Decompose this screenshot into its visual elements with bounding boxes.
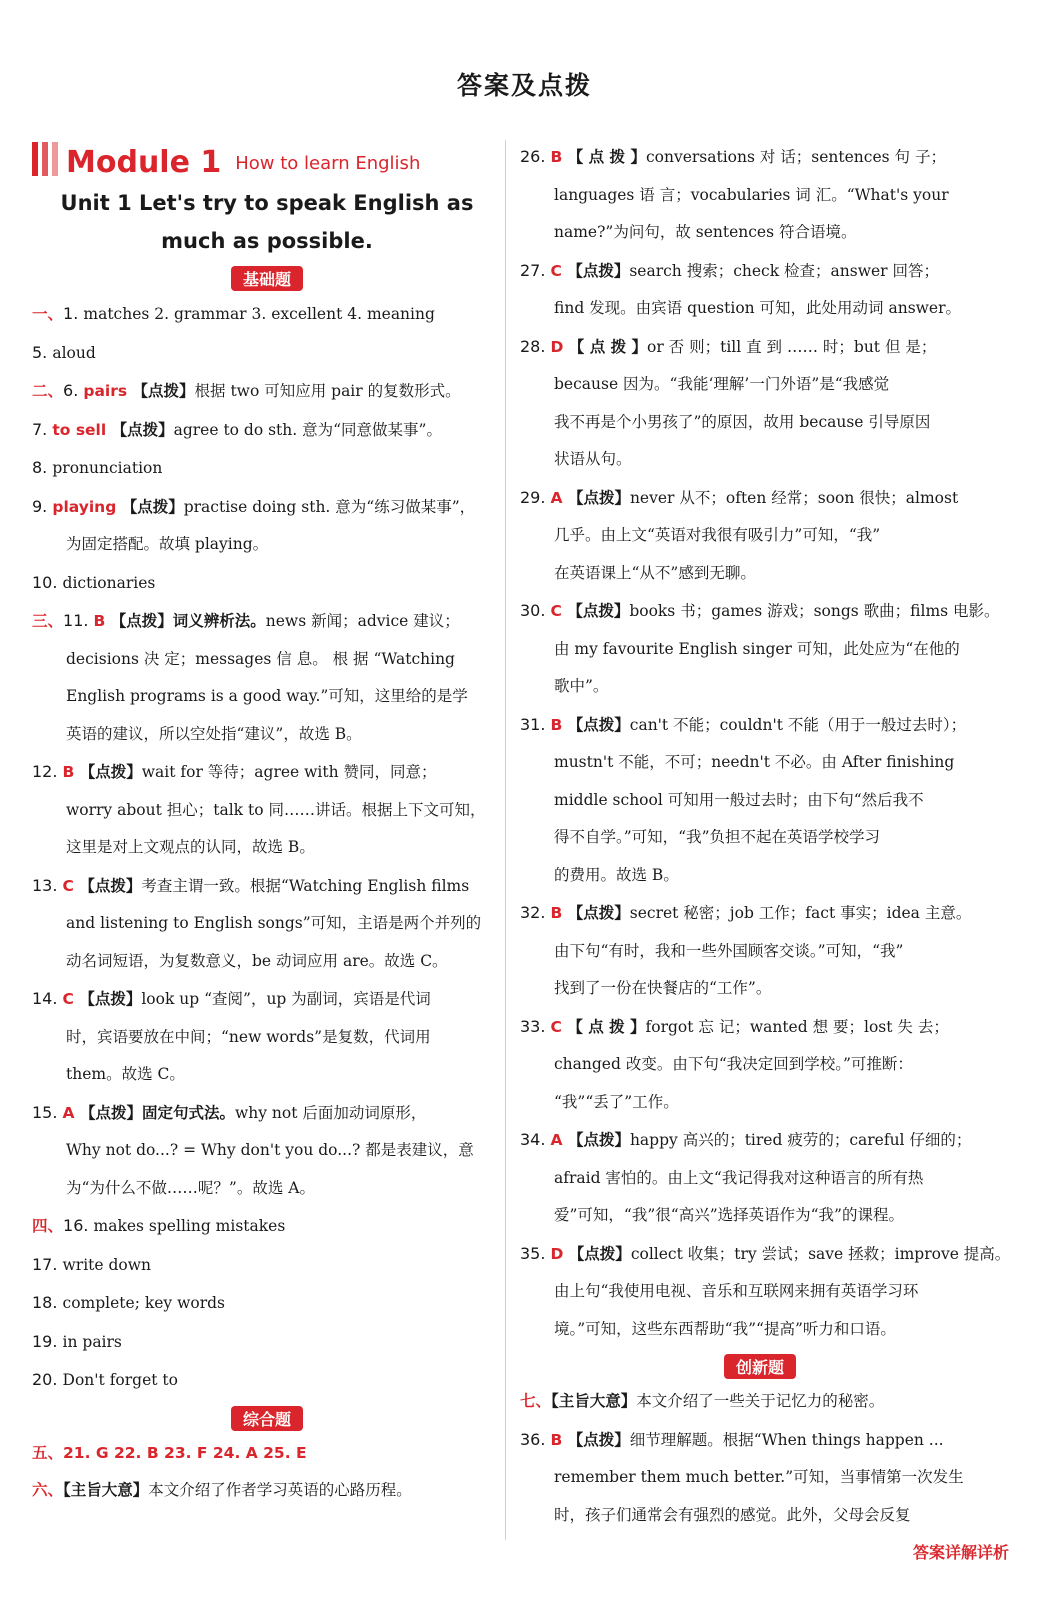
answer-line <box>520 479 1000 518</box>
answer-line <box>520 138 1000 177</box>
answer-line <box>32 867 502 906</box>
answer-line <box>32 678 502 716</box>
answer-line <box>520 1046 1000 1084</box>
footer-label: 答案详解详析 <box>912 1543 1009 1562</box>
item-number: 31. <box>520 714 551 734</box>
answer-line <box>32 372 502 411</box>
note-tag: 【 点 拨 】 <box>567 1017 646 1036</box>
line-text: 的费用。故选 B。 <box>554 865 679 884</box>
note-tag: 【主旨大意】 <box>63 1481 149 1499</box>
line-text: agree to do sth. 意为“同意做某事”。 <box>173 420 442 439</box>
line-text: or 否 则；till 直 到 …… 时；but 但 是； <box>647 337 937 356</box>
line-text: middle school 可知用一般过去时；由下句“然后我不 <box>554 790 924 809</box>
answer-line <box>32 1207 502 1246</box>
right-column <box>520 138 1011 1534</box>
answer-key: A <box>550 488 568 507</box>
answer-key: B <box>550 1430 568 1449</box>
answer-line <box>32 1132 502 1170</box>
item-number: 1. <box>63 304 84 323</box>
line-text: remember them much better.”可知，当事情第一次发生 <box>554 1468 964 1486</box>
line-text: 找到了一份在快餐店的“工作”。 <box>554 979 772 997</box>
answer-line <box>520 857 1000 895</box>
line-text: 细节理解题。根据“When things happen ... <box>629 1430 944 1449</box>
item-number: 11. <box>63 611 94 630</box>
answer-key: playing <box>52 497 122 516</box>
answer-line <box>32 1323 502 1362</box>
section-badge-basic: 基础题 <box>32 266 502 291</box>
line-text: changed 改变。由下句“我决定回到学校。”可推断： <box>554 1055 913 1073</box>
answer-line <box>520 1121 1000 1160</box>
item-number: 19. <box>32 1331 63 1351</box>
answer-line <box>520 404 1000 442</box>
line-text: worry about 担心；talk to 同……讲话。根据上下文可知， <box>66 800 486 819</box>
item-number: 6. <box>63 381 84 400</box>
answer-line <box>32 905 502 943</box>
answer-key: C <box>550 1017 568 1036</box>
note-tag: 【点拨】 <box>567 602 630 620</box>
answer-key: D <box>550 337 569 356</box>
answer-key: to sell <box>52 420 112 439</box>
line-text: 由上句“我使用电视、音乐和互联网来拥有英语学习环 <box>554 1282 919 1300</box>
answer-key: C <box>550 602 568 620</box>
line-text: 由下句“有时，我和一些外国顾客交谈。”可知，“我” <box>554 941 904 960</box>
line-text: aloud <box>52 343 96 362</box>
answer-line <box>520 744 1000 782</box>
section-badge-comprehensive: 综合题 <box>32 1406 502 1431</box>
answer-line <box>32 753 502 792</box>
line-text: English programs is a good way.”可知，这里给的是学 <box>66 687 468 705</box>
item-number: 9. <box>32 496 53 516</box>
unit-title <box>32 184 502 260</box>
line-text: 歌中”。 <box>554 677 609 695</box>
note-tag: 【点拨】 <box>132 382 195 400</box>
answer-line <box>520 1008 1000 1047</box>
answer-line <box>520 706 1000 745</box>
answer-key: C <box>62 876 80 895</box>
line-text: 这里是对上文观点的认同，故选 B。 <box>66 838 315 856</box>
note-tag: 【点拨】 <box>111 420 174 439</box>
answer-line <box>520 1160 1000 1198</box>
answer-line <box>32 943 502 981</box>
item-number: 14. <box>32 989 63 1008</box>
note-tag: 【点拨】固定句式法。 <box>79 1103 235 1122</box>
answer-line <box>520 1273 1000 1311</box>
answer-line <box>32 641 502 679</box>
line-text: collect 收集；try 尝试；save 拯救；improve 提高。 <box>630 1244 1011 1263</box>
answer-line <box>520 177 1000 215</box>
note-tag: 【点拨】 <box>79 876 142 895</box>
item-number: 30. <box>520 601 551 620</box>
answer-line <box>32 602 502 641</box>
line-text: name?”为问句，故 sentences 符合语境。 <box>554 223 857 241</box>
answer-line <box>32 1019 502 1057</box>
answer-line <box>520 970 1000 1008</box>
answer-key: D <box>550 1244 569 1263</box>
answer-line <box>32 1361 502 1400</box>
answer-line <box>520 819 1000 857</box>
answer-line <box>520 290 1000 328</box>
answer-line <box>520 668 1000 706</box>
item-number: 20. <box>32 1370 63 1389</box>
answer-line <box>32 829 502 867</box>
line-text: 我不再是个小男孩了”的原因，故用 because 引导原因 <box>554 412 931 431</box>
answer-line <box>32 1094 502 1133</box>
line-text: can't 不能；couldn't 不能（用于一般过去时）； <box>629 715 967 734</box>
line-text: them。故选 C。 <box>66 1065 185 1083</box>
module-subtitle: How to learn English <box>235 153 421 174</box>
section-number: 五、 <box>32 1443 64 1462</box>
item-number: 34. <box>520 1130 551 1149</box>
line-text: decisions 决 定；messages 信 息。 根 据 “Watching <box>66 649 455 668</box>
answer-line <box>520 1311 1000 1349</box>
section-number: 一、 <box>32 305 64 323</box>
item-number: 36. <box>520 1429 551 1449</box>
line-text: matches 2. grammar 3. excellent 4. meaning <box>83 305 435 323</box>
answer-line <box>520 782 1000 820</box>
line-text: find 发现。由宾语 question 可知，此处用动词 answer。 <box>554 299 962 317</box>
line-text: 英语的建议，所以空处指“建议”，故选 B。 <box>66 724 362 743</box>
note-tag: 【点拨】 <box>567 1430 630 1449</box>
answer-line <box>520 441 1000 479</box>
line-text: forgot 忘 记；wanted 想 要；lost 失 去； <box>645 1017 949 1036</box>
answer-key: A <box>62 1103 80 1122</box>
line-text: 本文介绍了一些关于记忆力的秘密。 <box>636 1392 885 1410</box>
answer-line <box>32 1056 502 1094</box>
answer-key: C <box>62 990 80 1008</box>
line-text: dictionaries <box>62 573 156 592</box>
answer-key: B <box>93 612 111 630</box>
answer-line <box>32 295 502 334</box>
line-text: and listening to English songs”可知，主语是两个并列的 <box>66 914 482 932</box>
note-tag: 【点拨】 <box>121 497 184 516</box>
note-tag: 【点拨】 <box>79 990 142 1008</box>
line-text: 几乎。由上文“英语对我很有吸引力”可知，“我” <box>554 526 881 544</box>
line-text: 为固定搭配。故填 playing。 <box>66 535 269 553</box>
answer-key: C <box>550 261 568 280</box>
answer-line <box>32 716 502 754</box>
section-number: 六、 <box>32 1481 64 1499</box>
line-text: wait for 等待；agree with 赞同，同意； <box>141 763 437 781</box>
line-text: practise doing sth. 意为“练习做某事”， <box>183 497 476 516</box>
answer-line <box>520 517 1000 555</box>
line-text: 状语从句。 <box>554 450 632 468</box>
answer-line <box>32 980 502 1019</box>
line-text: 考查主谓一致。根据“Watching English films <box>141 876 470 895</box>
answer-line <box>520 1497 1000 1535</box>
answer-line <box>520 933 1000 971</box>
answer-line <box>520 592 1000 631</box>
line-text: “我”“丢了”工作。 <box>554 1092 679 1111</box>
note-tag: 【 点 拨 】 <box>568 337 647 356</box>
section-number: 二、 <box>32 382 64 400</box>
section-badge-innovative: 创新题 <box>520 1354 1000 1379</box>
line-text: conversations 对 话；sentences 句 子； <box>645 148 946 166</box>
answer-line <box>32 334 502 373</box>
right-answer-list <box>520 138 1011 1348</box>
note-tag: 【点拨】 <box>79 763 142 781</box>
right-answer-list-2 <box>520 1383 1000 1534</box>
line-text: write down <box>62 1255 151 1274</box>
line-text: complete; key words <box>62 1294 225 1312</box>
item-number: 10. <box>32 572 63 592</box>
item-number: 28. <box>520 336 551 356</box>
note-tag: 【 点 拨 】 <box>567 148 646 166</box>
note-tag: 【点拨】词义辨析法。 <box>110 612 266 630</box>
answer-key: B <box>550 148 568 166</box>
left-answer-list <box>32 295 502 1400</box>
answer-line <box>520 1084 1000 1122</box>
line-text: pronunciation <box>52 459 163 477</box>
module-title: Module 1 <box>66 145 222 180</box>
answer-line <box>32 488 502 527</box>
page-title: 答案及点拨 <box>456 71 592 100</box>
line-text: 时，宾语要放在中间；“new words”是复数，代词用 <box>66 1027 431 1046</box>
answer-key: B <box>550 715 568 734</box>
answer-line <box>32 1170 502 1208</box>
section-number: 七、 <box>520 1392 552 1410</box>
answer-line <box>520 1421 1000 1460</box>
item-number: 26. <box>520 147 551 166</box>
line-text: in pairs <box>62 1332 122 1351</box>
note-tag: 【点拨】 <box>567 488 630 507</box>
module-header <box>32 138 502 180</box>
answer-key: 21. G 22. B 23. F 24. A 25. E <box>63 1443 307 1462</box>
unit-title-line2: much as possible. <box>161 229 373 253</box>
answer-line <box>520 252 1000 291</box>
line-text: books 书；games 游戏；songs 歌曲；films 电影。 <box>629 602 1000 620</box>
item-number: 27. <box>520 260 551 280</box>
item-number: 12. <box>32 762 63 781</box>
line-text: mustn't 不能，不可；needn't 不必。由 After finishing <box>554 753 955 771</box>
note-tag: 【点拨】 <box>568 1244 631 1263</box>
line-text: because 因为。“我能‘理解’一门外语”是“我感觉 <box>554 375 890 393</box>
answer-line <box>32 526 502 564</box>
answer-line <box>520 555 1000 593</box>
answer-line <box>520 1235 1011 1274</box>
answer-line <box>32 411 502 450</box>
answer-line <box>32 1284 502 1323</box>
item-number: 7. <box>32 419 53 439</box>
item-number: 29. <box>520 487 551 507</box>
section-number: 三、 <box>32 612 64 630</box>
note-tag: 【点拨】 <box>567 1131 630 1149</box>
section-number: 四、 <box>32 1217 64 1235</box>
answer-key: B <box>62 763 80 781</box>
line-text: makes spelling mistakes <box>93 1217 286 1235</box>
answer-line <box>520 366 1000 404</box>
answer-key: A <box>550 1131 568 1149</box>
line-text: secret 秘密；job 工作；fact 事实；idea 主意。 <box>629 904 972 922</box>
line-text: 本文介绍了作者学习英语的心路历程。 <box>148 1481 412 1499</box>
note-tag: 【主旨大意】 <box>551 1392 637 1410</box>
item-number: 8. <box>32 458 53 477</box>
item-number: 17. <box>32 1254 63 1274</box>
line-text: 在英语课上“从不”感到无聊。 <box>554 563 756 582</box>
item-number: 16. <box>63 1216 94 1235</box>
answer-line <box>32 1472 502 1510</box>
note-tag: 【点拨】 <box>567 715 630 734</box>
item-number: 32. <box>520 903 551 922</box>
line-text: look up “查阅”，up 为副词，宾语是代词 <box>141 990 431 1008</box>
item-number: 35. <box>520 1243 551 1263</box>
answer-line <box>32 1435 502 1473</box>
item-number: 33. <box>520 1016 551 1036</box>
module-bars-icon <box>32 142 58 176</box>
item-number: 13. <box>32 875 63 895</box>
answer-line <box>32 564 502 603</box>
item-number: 18. <box>32 1293 63 1312</box>
line-text: news 新闻；advice 建议； <box>265 612 460 630</box>
line-text: 根据 two 可知应用 pair 的复数形式。 <box>194 382 461 400</box>
line-text: 为“为什么不做……呢？”。故选 A。 <box>66 1178 315 1197</box>
line-text: Why not do...? = Why don't you do...? 都是表建议，意 <box>66 1141 474 1159</box>
answer-line <box>520 328 1000 367</box>
left-column <box>32 138 502 1510</box>
line-text: languages 语 言；vocabularies 词 汇。“What's your <box>554 185 949 204</box>
answer-line <box>520 1459 1000 1497</box>
line-text: 动名词短语，为复数意义，be 动词应用 are。故选 C。 <box>66 951 448 970</box>
left-answer-list-2 <box>32 1435 502 1510</box>
note-tag: 【点拨】 <box>567 904 630 922</box>
line-text: happy 高兴的；tired 疲劳的；careful 仔细的； <box>629 1131 972 1149</box>
line-text: Don't forget to <box>62 1371 178 1389</box>
answer-key: B <box>550 904 568 922</box>
item-number: 5. <box>32 342 53 362</box>
answer-line <box>520 214 1000 252</box>
line-text: search 搜索；check 检查；answer 回答； <box>629 261 939 280</box>
note-tag: 【点拨】 <box>567 261 630 280</box>
item-number: 15. <box>32 1102 63 1122</box>
column-divider <box>505 140 506 1540</box>
line-text: why not 后面加动词原形， <box>234 1103 427 1122</box>
line-text: 爱”可知，“我”很“高兴”选择英语作为“我”的课程。 <box>554 1206 904 1224</box>
answer-line <box>32 792 502 830</box>
line-text: never 从不；often 经常；soon 很快；almost <box>629 488 959 507</box>
answer-line <box>520 894 1000 933</box>
line-text: 时，孩子们通常会有强烈的感觉。此外，父母会反复 <box>554 1505 911 1524</box>
line-text: 境。”可知，这些东西帮助“我”“提高”听力和口语。 <box>554 1319 896 1338</box>
answer-line <box>520 631 1000 669</box>
line-text: 由 my favourite English singer 可知，此处应为“在他的 <box>554 639 960 658</box>
answer-line <box>32 449 502 488</box>
answer-line <box>520 1197 1000 1235</box>
line-text: 得不自学。”可知，“我”负担不起在英语学校学习 <box>554 828 881 846</box>
answer-line <box>32 1246 502 1285</box>
answer-line <box>520 1383 1000 1421</box>
answer-key: pairs <box>83 382 133 400</box>
line-text: afraid 害怕的。由上文“我记得我对这种语言的所有热 <box>554 1168 924 1187</box>
unit-title-line1: Unit 1 Let's try to speak English as <box>60 191 474 215</box>
